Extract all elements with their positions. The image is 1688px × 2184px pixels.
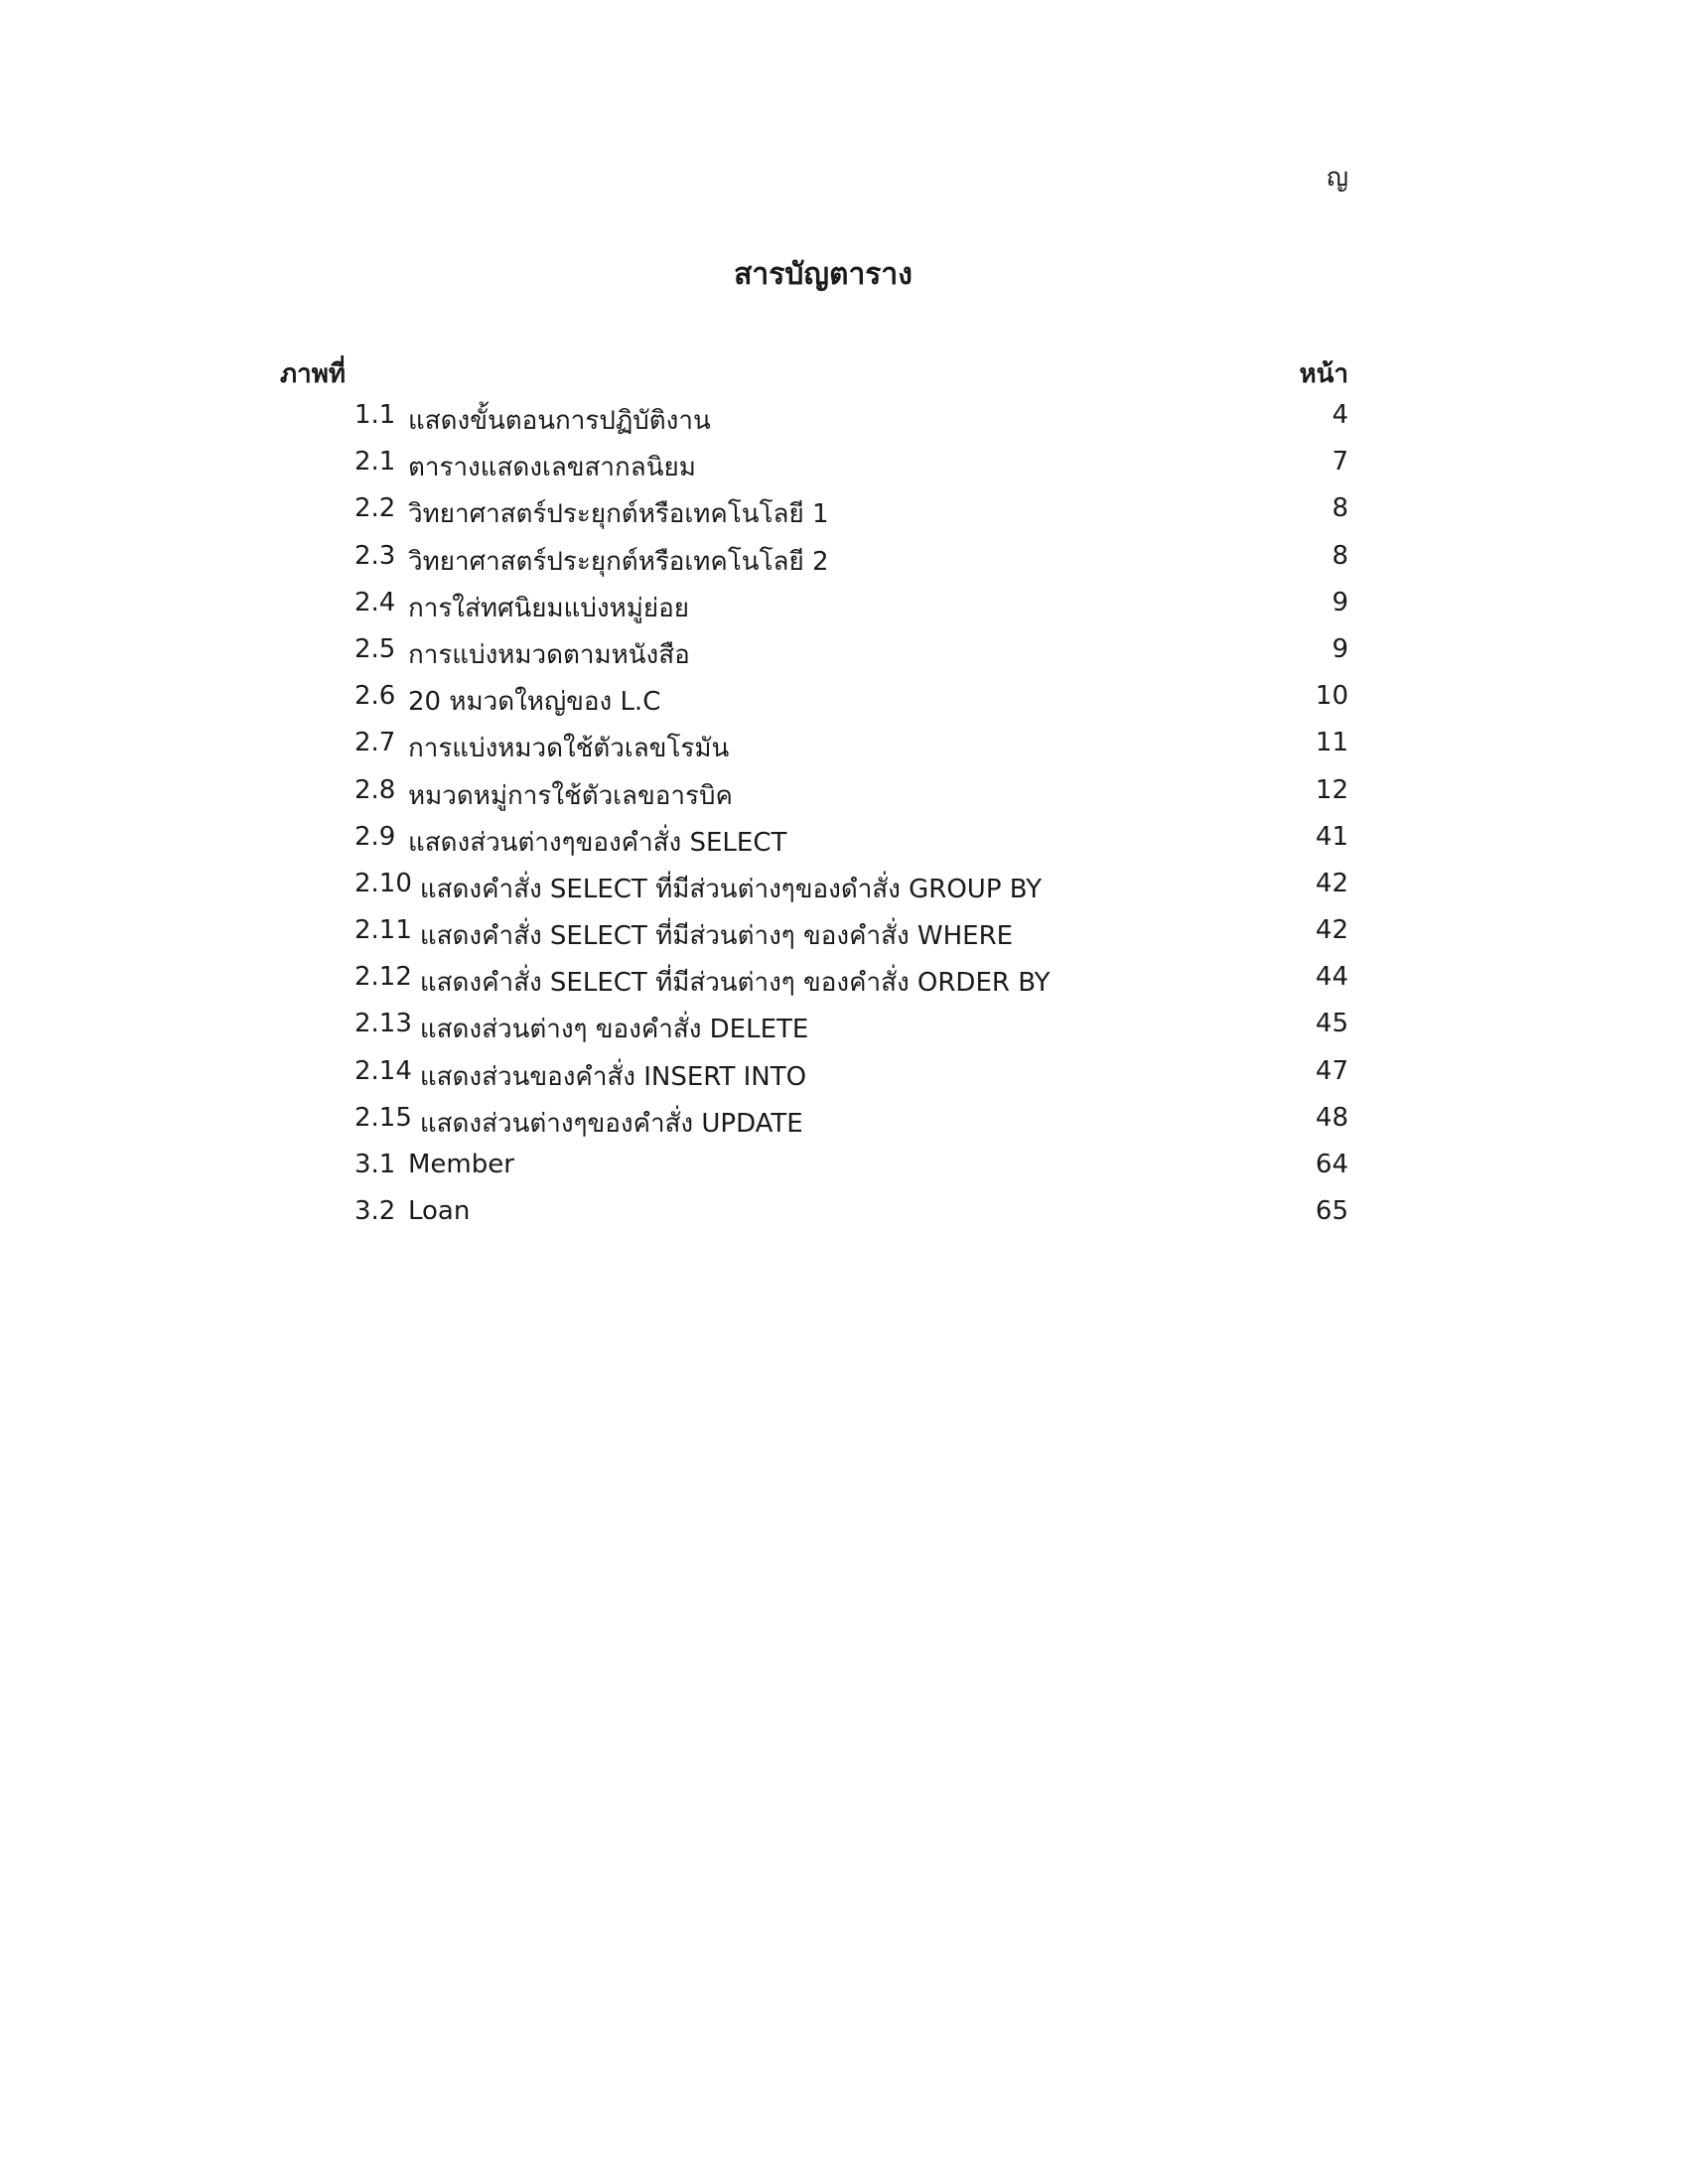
toc-entry-page: 41 <box>1315 821 1348 852</box>
toc-entry <box>280 1009 1348 1055</box>
toc-entry-number: 2.5 <box>354 633 396 664</box>
toc-entry-text: วิทยาศาสตร์ประยุกต์หรือเทคโนโลยี 1 <box>408 499 829 530</box>
toc-entry <box>280 775 1348 822</box>
toc-entry-page: 8 <box>1332 540 1348 571</box>
toc-entry-text: ตารางแสดงเลขสากลนิยม <box>408 453 696 483</box>
toc-entry-text: แสดงส่วนต่างๆของคำสั่ง UPDATE <box>419 1108 803 1139</box>
toc-entry <box>280 634 1348 681</box>
toc-entry-caption <box>280 634 690 675</box>
toc-entry-page: 48 <box>1315 1102 1348 1133</box>
toc-entry-list <box>280 400 1348 1243</box>
toc-entry <box>280 493 1348 540</box>
toc-entry-page: 44 <box>1315 962 1348 993</box>
toc-entry <box>280 915 1348 962</box>
toc-entry-page: 65 <box>1315 1196 1348 1227</box>
toc-entry-caption <box>280 1150 514 1179</box>
toc-entry-number: 2.2 <box>354 493 396 524</box>
toc-entry-number: 2.11 <box>354 915 412 946</box>
toc-entry-text: แสดงส่วนของคำสั่ง INSERT INTO <box>419 1061 807 1092</box>
toc-entry-caption <box>280 775 733 816</box>
toc-entry-number: 2.1 <box>354 447 396 478</box>
toc-entry-text: 20 หมวดใหญ่ของ L.C <box>408 687 661 718</box>
toc-entry-text: แสดงส่วนต่างๆ ของคำสั่ง DELETE <box>419 1015 809 1045</box>
toc-entry-caption <box>280 822 786 863</box>
toc-entry-caption <box>280 493 829 534</box>
toc-entry <box>280 588 1348 634</box>
toc-entry-text: วิทยาศาสตร์ประยุกต์หรือเทคโนโลยี 2 <box>408 546 829 577</box>
toc-entry-text: การแบ่งหมวดใช้ตัวเลขโรมัน <box>408 734 730 764</box>
toc-entry-number: 2.4 <box>354 587 396 617</box>
toc-entry-number: 2.6 <box>354 681 396 712</box>
toc-header-figure-label: ภาพที่ <box>280 359 347 389</box>
toc-entry-caption <box>280 915 1013 956</box>
toc-entry-number: 2.15 <box>354 1102 412 1133</box>
toc-entry-caption <box>280 728 729 768</box>
page-number: ญ <box>1326 163 1348 193</box>
toc-entry-caption <box>280 681 660 722</box>
toc-entry-page: 8 <box>1332 493 1348 524</box>
toc-entry-caption <box>280 962 1051 1003</box>
toc-entry <box>280 1150 1348 1196</box>
toc-entry-number: 3.2 <box>354 1196 396 1227</box>
toc-entry-page: 47 <box>1315 1055 1348 1086</box>
toc-entry-number: 1.1 <box>354 400 396 430</box>
toc-entry <box>280 962 1348 1009</box>
toc-header-page-label: หน้า <box>1299 359 1348 389</box>
toc-entry-page: 9 <box>1332 633 1348 664</box>
toc-entry-caption <box>280 588 689 628</box>
toc-entry <box>280 728 1348 774</box>
toc-entry-number: 2.9 <box>354 821 396 852</box>
toc-entry-page: 42 <box>1315 915 1348 946</box>
toc-entry <box>280 447 1348 493</box>
toc-entry-page: 10 <box>1315 681 1348 712</box>
toc-entry-text: แสดงคำสั่ง SELECT ที่มีส่วนต่างๆ ของคำสั่ง WHERE <box>419 921 1014 952</box>
toc-entry-caption <box>280 1056 806 1097</box>
toc-entry-text: แสดงคำสั่ง SELECT ที่มีส่วนต่างๆ ของคำสั่ง ORDER BY <box>419 968 1051 999</box>
toc-entry <box>280 1056 1348 1103</box>
toc-entry-page: 42 <box>1315 868 1348 898</box>
toc-entry-number: 2.10 <box>354 868 412 898</box>
toc-entry <box>280 681 1348 728</box>
toc-entry-text: แสดงส่วนต่างๆของคำสั่ง SELECT <box>408 827 787 858</box>
page-title: สารบัญตาราง <box>734 257 913 292</box>
toc-entry-text: แสดงคำสั่ง SELECT ที่มีส่วนต่างๆของดำสั่ง GROUP BY <box>419 874 1043 904</box>
toc-entry <box>280 400 1348 447</box>
toc-entry-number: 2.12 <box>354 962 412 993</box>
toc-entry-page: 12 <box>1315 774 1348 805</box>
toc-entry-page: 11 <box>1315 728 1348 758</box>
toc-entry-caption <box>280 400 711 441</box>
toc-entry-text: Loan <box>408 1196 471 1227</box>
toc-entry <box>280 541 1348 588</box>
toc-entry-caption <box>280 1196 470 1226</box>
toc-entry-caption <box>280 1009 808 1049</box>
toc-entry-page: 9 <box>1332 587 1348 617</box>
toc-entry-caption <box>280 1103 803 1144</box>
toc-entry-number: 3.1 <box>354 1150 396 1179</box>
toc-entry-page: 64 <box>1315 1150 1348 1179</box>
toc-entry-text: การแบ่งหมวดตามหนังสือ <box>408 639 690 670</box>
toc-entry-text: หมวดหมู่การใช้ตัวเลขอารบิค <box>408 780 733 811</box>
toc-entry-caption <box>280 541 829 582</box>
toc-entry-caption <box>280 869 1042 909</box>
toc-entry <box>280 869 1348 915</box>
toc-entry-text: แสดงขั้นตอนการปฏิบัติงาน <box>408 406 711 436</box>
toc-entry <box>280 1103 1348 1150</box>
toc-entry-text: การใส่ทศนิยมแบ่งหมู่ย่อย <box>408 593 689 623</box>
toc-entry <box>280 1196 1348 1243</box>
toc-entry-page: 4 <box>1332 400 1348 430</box>
toc-entry-number: 2.7 <box>354 728 396 758</box>
toc-entry <box>280 822 1348 869</box>
toc-entry-caption <box>280 447 696 487</box>
toc-entry-page: 7 <box>1332 447 1348 478</box>
toc-entry-number: 2.14 <box>354 1055 412 1086</box>
toc-entry-page: 45 <box>1315 1009 1348 1039</box>
toc-entry-text: Member <box>408 1150 514 1179</box>
table-of-contents <box>280 353 1348 1243</box>
toc-entry-number: 2.8 <box>354 774 396 805</box>
toc-header <box>280 353 1348 400</box>
toc-entry-number: 2.3 <box>354 540 396 571</box>
toc-entry-number: 2.13 <box>354 1009 412 1039</box>
